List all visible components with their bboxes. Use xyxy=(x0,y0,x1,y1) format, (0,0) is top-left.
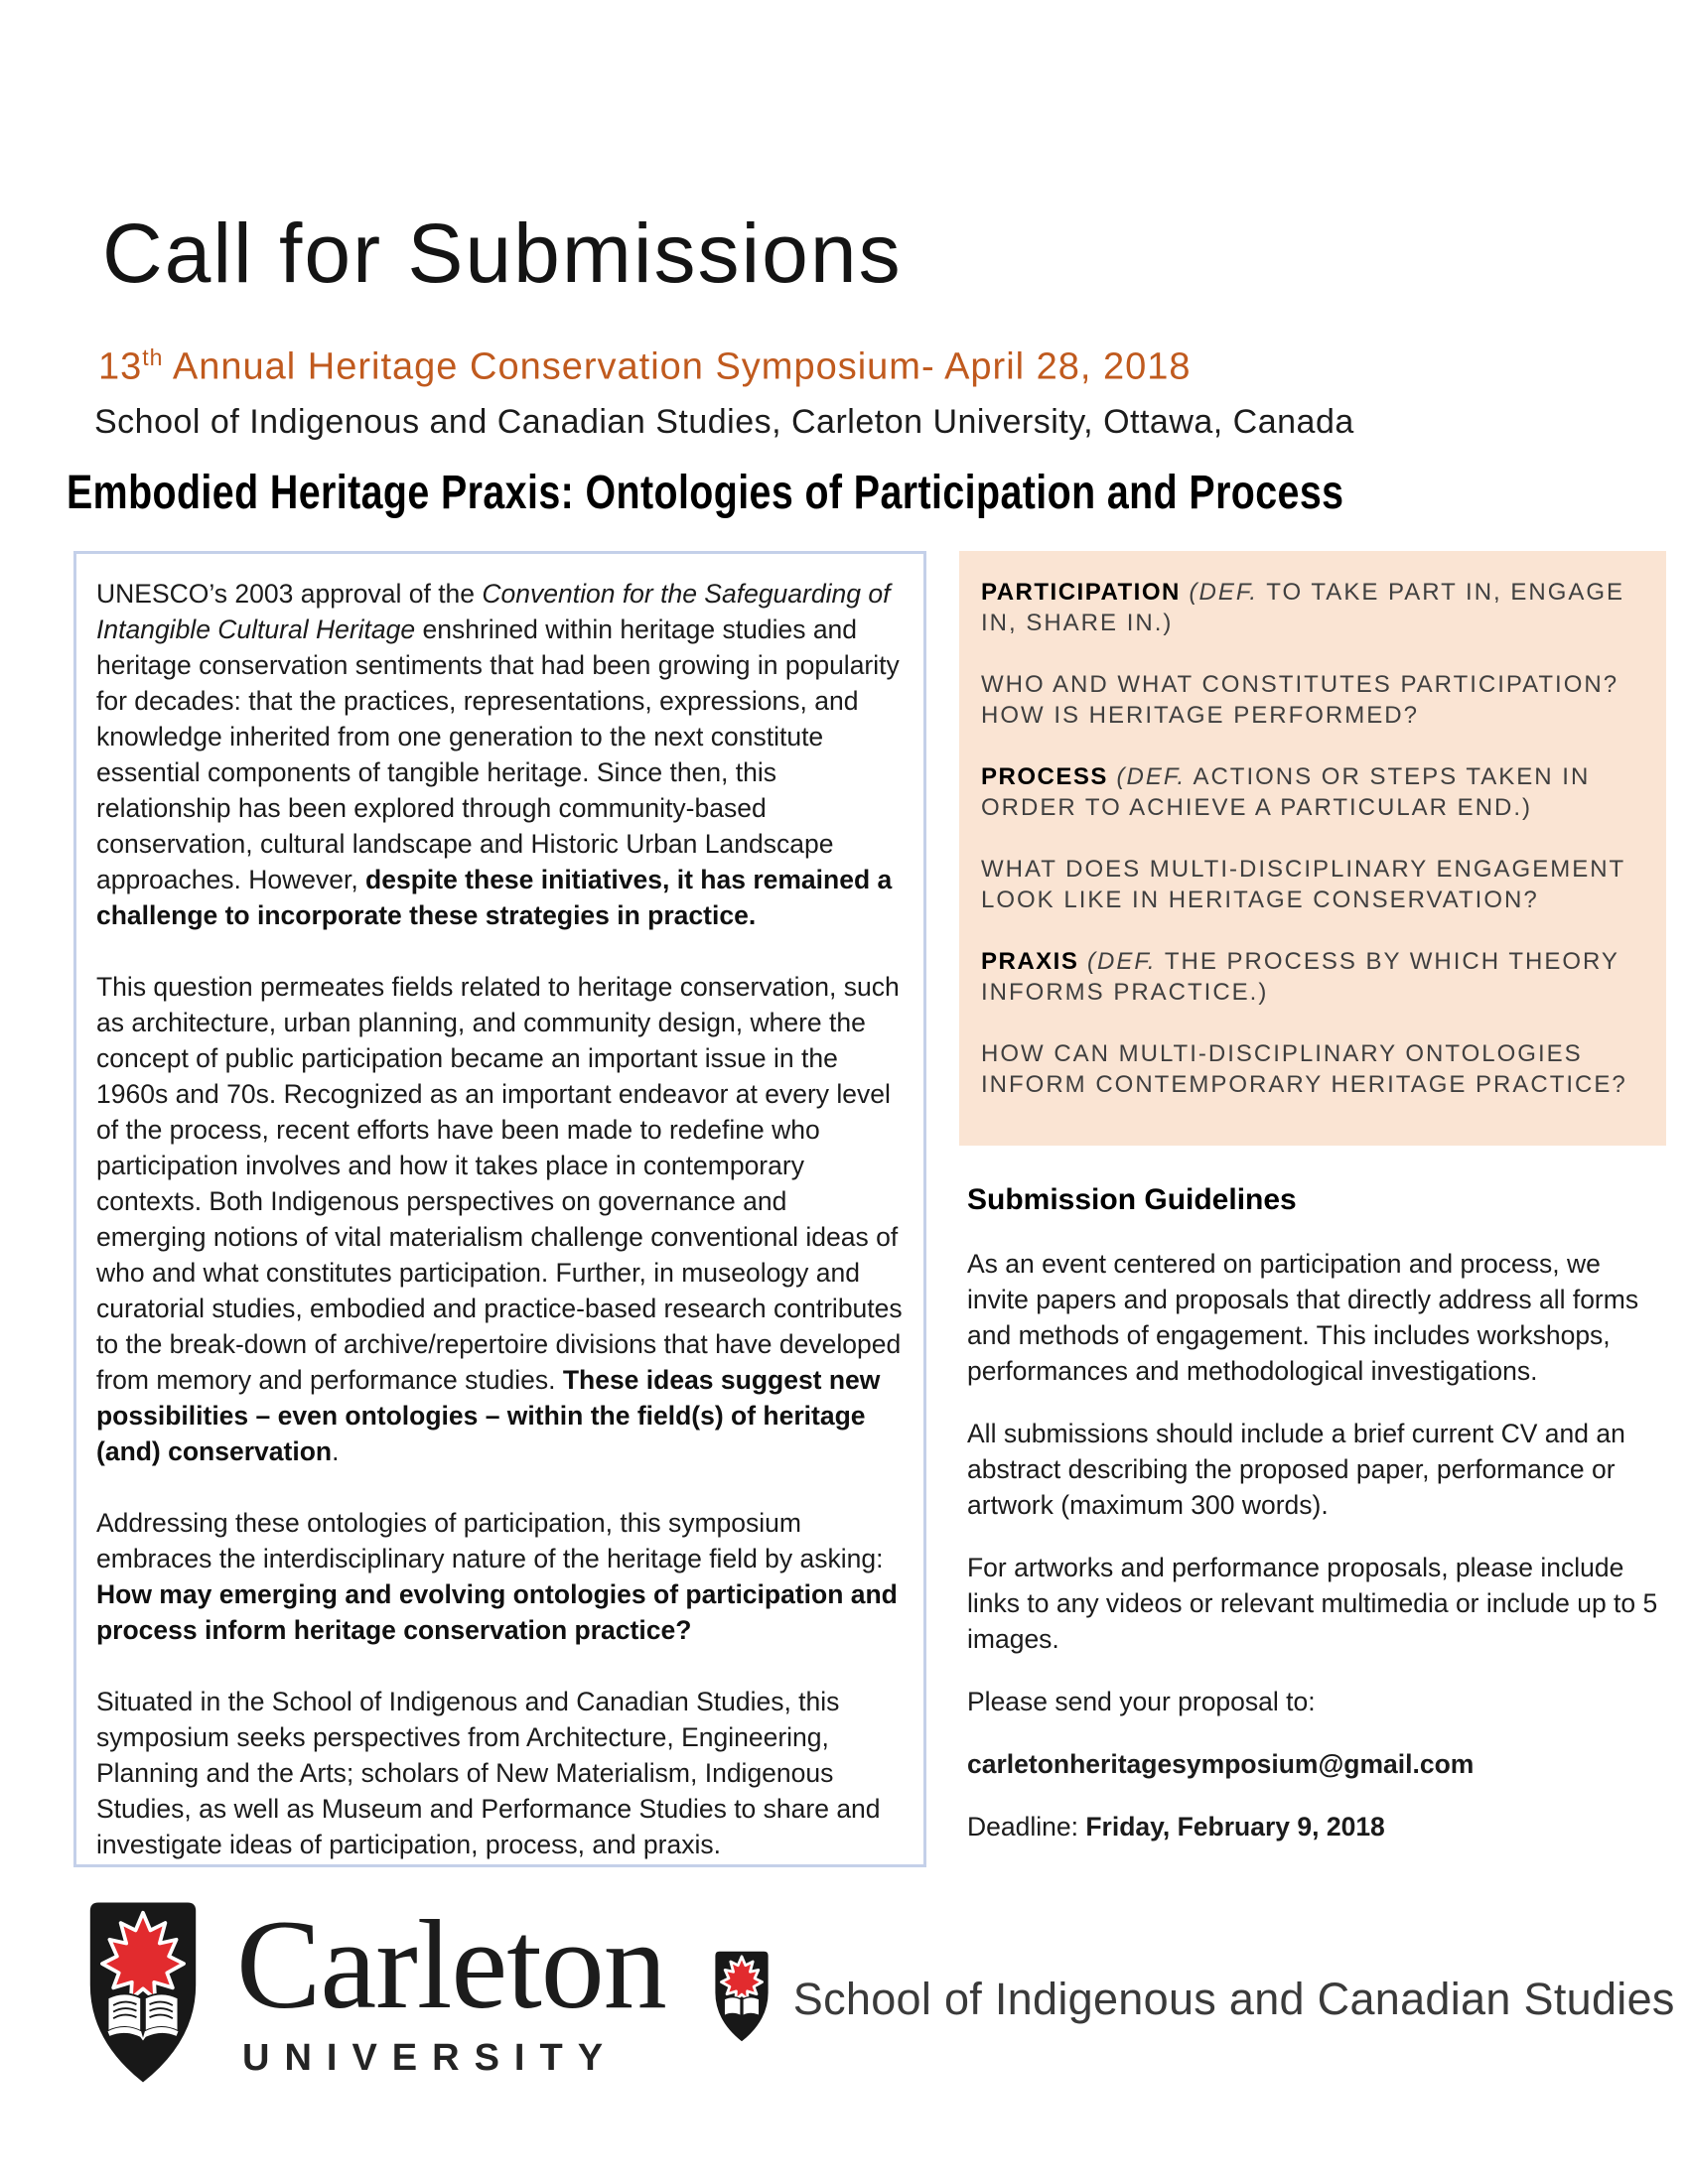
convention-title-italic: Convention for the Safeguarding of Intangible Cultural Heritage xyxy=(96,578,891,644)
intro-p3-text: Addressing these ontologies of participation, this symposium embraces the interdisciplinary nature of the heritage field by asking: xyxy=(96,1507,884,1573)
question-process: WHAT DOES MULTI-DISCIPLINARY ENGAGEMENT LOOK LIKE IN HERITAGE CONSERVATION? xyxy=(981,855,1625,913)
definition-participation xyxy=(981,577,1638,638)
definition-text: ACTIONS OR STEPS TAKEN IN ORDER TO ACHIEVE A PARTICULAR END.) xyxy=(981,762,1591,821)
intro-p2-bold: These ideas suggest new possibilities – even ontologies – within the field(s) of heritage (and) conservation xyxy=(96,1364,881,1466)
email-address: carletonheritagesymposium@gmail.com xyxy=(967,1748,1475,1779)
guidelines-paragraph-2: All submissions should include a brief current CV and an abstract describing the proposed paper, performance or artwork (maximum 300 words). xyxy=(967,1418,1625,1520)
intro-paragraph-4: Situated in the School of Indigenous and Canadian Studies, this symposium seeks perspectives from Architecture, Engineering, Planning and the Arts; scholars of New Materialism, Indigenous Studies, as well as Museum and Performance Studies to share and investigate ideas of participation, process, and praxis. xyxy=(96,1686,881,1859)
symposium-number: 13 xyxy=(98,345,143,388)
definition-term: PRAXIS xyxy=(981,947,1079,975)
carleton-university-label: UNIVERSITY xyxy=(242,2037,619,2079)
intro-paragraph-1 xyxy=(96,576,904,933)
definition-praxis xyxy=(981,946,1638,1008)
theme-heading: Embodied Heritage Praxis: Ontologies of Participation and Process xyxy=(67,466,1344,519)
intro-paragraph-3 xyxy=(96,1505,904,1648)
footer-logos xyxy=(87,1894,1675,2092)
carleton-university-logo xyxy=(87,1894,666,2092)
definition-text: TO TAKE PART IN, ENGAGE IN, SHARE IN.) xyxy=(981,578,1625,636)
def-abbrev: (DEF. xyxy=(1078,947,1157,975)
intro-p1-bold: despite these initiatives, it has remained a challenge to incorporate these strategies in practice. xyxy=(96,864,893,930)
definitions-panel xyxy=(959,551,1666,1146)
carleton-wordmark-block xyxy=(236,1894,666,2080)
carleton-shield-icon xyxy=(87,1898,199,2092)
deadline-date: Friday, February 9, 2018 xyxy=(1085,1811,1385,1842)
right-column xyxy=(959,551,1666,1871)
intro-p2-text: This question permeates fields related to heritage conservation, such as architecture, urban planning, and community design, where the concept of public participation became an important issue in the 1960s and 70s. Recognized as an important endeavor at every level of the process, recent efforts have been made to redefine who participation involves and how it takes place in contemporary contexts. Both Indigenous perspectives on governance and emerging notions of vital materialism challenge conventional ideas of who and what constitutes participation. Further, in museology and curatorial studies, embodied and practice-based research contributes to the break-down of archive/repertoire divisions that have developed from memory and performance studies. xyxy=(96,971,903,1395)
definition-text: THE PROCESS BY WHICH THEORY INFORMS PRACTICE.) xyxy=(981,947,1619,1006)
intro-p3-bold-question: How may emerging and evolving ontologies of participation and process inform heritage conservation practice? xyxy=(96,1578,898,1645)
definition-term: PARTICIPATION xyxy=(981,578,1181,606)
guidelines-paragraph-3: For artworks and performance proposals, please include links to any videos or relevant multimedia or include up to 5 images. xyxy=(967,1552,1658,1654)
intro-p2-period: . xyxy=(332,1435,340,1466)
question-participation: WHO AND WHAT CONSTITUTES PARTICIPATION? HOW IS HERITAGE PERFORMED? xyxy=(981,670,1619,729)
symposium-subtitle xyxy=(98,335,1648,390)
school-of-indigenous-and-canadian-studies-logo xyxy=(714,1950,1675,2048)
question-praxis: HOW CAN MULTI-DISCIPLINARY ONTOLOGIES INFORM CONTEMPORARY HERITAGE PRACTICE? xyxy=(981,1039,1627,1098)
content-columns xyxy=(73,551,1688,1871)
intro-paragraph-2 xyxy=(96,969,904,1469)
deadline-label: Deadline: xyxy=(967,1811,1086,1842)
introduction-panel xyxy=(73,551,926,1867)
school-shield-icon xyxy=(714,1950,770,2048)
school-name-label: School of Indigenous and Canadian Studies xyxy=(792,1973,1675,2024)
guidelines-paragraph-1: As an event centered on participation and process, we invite papers and proposals that directly address all forms and methods of engagement. This includes workshops, performances and methodological investigations. xyxy=(967,1248,1639,1386)
page-title: Call for Submissions xyxy=(102,206,903,300)
affiliation-line: School of Indigenous and Canadian Studies, Carleton University, Ottawa, Canada xyxy=(94,402,1354,441)
send-proposal-label: Please send your proposal to: xyxy=(967,1686,1316,1716)
definition-term: PROCESS xyxy=(981,762,1108,790)
def-abbrev: (DEF. xyxy=(1107,762,1187,790)
def-abbrev: (DEF. xyxy=(1180,578,1259,606)
ordinal-superscript: th xyxy=(142,344,164,370)
guidelines-heading: Submission Guidelines xyxy=(967,1182,1297,1216)
intro-p1-text: UNESCO’s 2003 approval of the xyxy=(96,578,483,609)
carleton-wordmark: Carleton xyxy=(236,1894,666,2035)
poster-header xyxy=(0,0,1688,521)
intro-p1-text-cont: enshrined within heritage studies and heritage conservation sentiments that had been growing in popularity for decades: that the practices, representations, expressions, and knowledge inherited from one generation to the next constitute essential components of tangible heritage. Since then, this relationship has been explored through community-based conservation, cultural landscape and Historic Urban Landscape approaches. However, xyxy=(96,614,900,894)
definition-process xyxy=(981,761,1638,823)
deadline-line xyxy=(967,1809,1666,1844)
symposium-subtitle-text: Annual Heritage Conservation Symposium- April 28, 2018 xyxy=(163,345,1192,388)
